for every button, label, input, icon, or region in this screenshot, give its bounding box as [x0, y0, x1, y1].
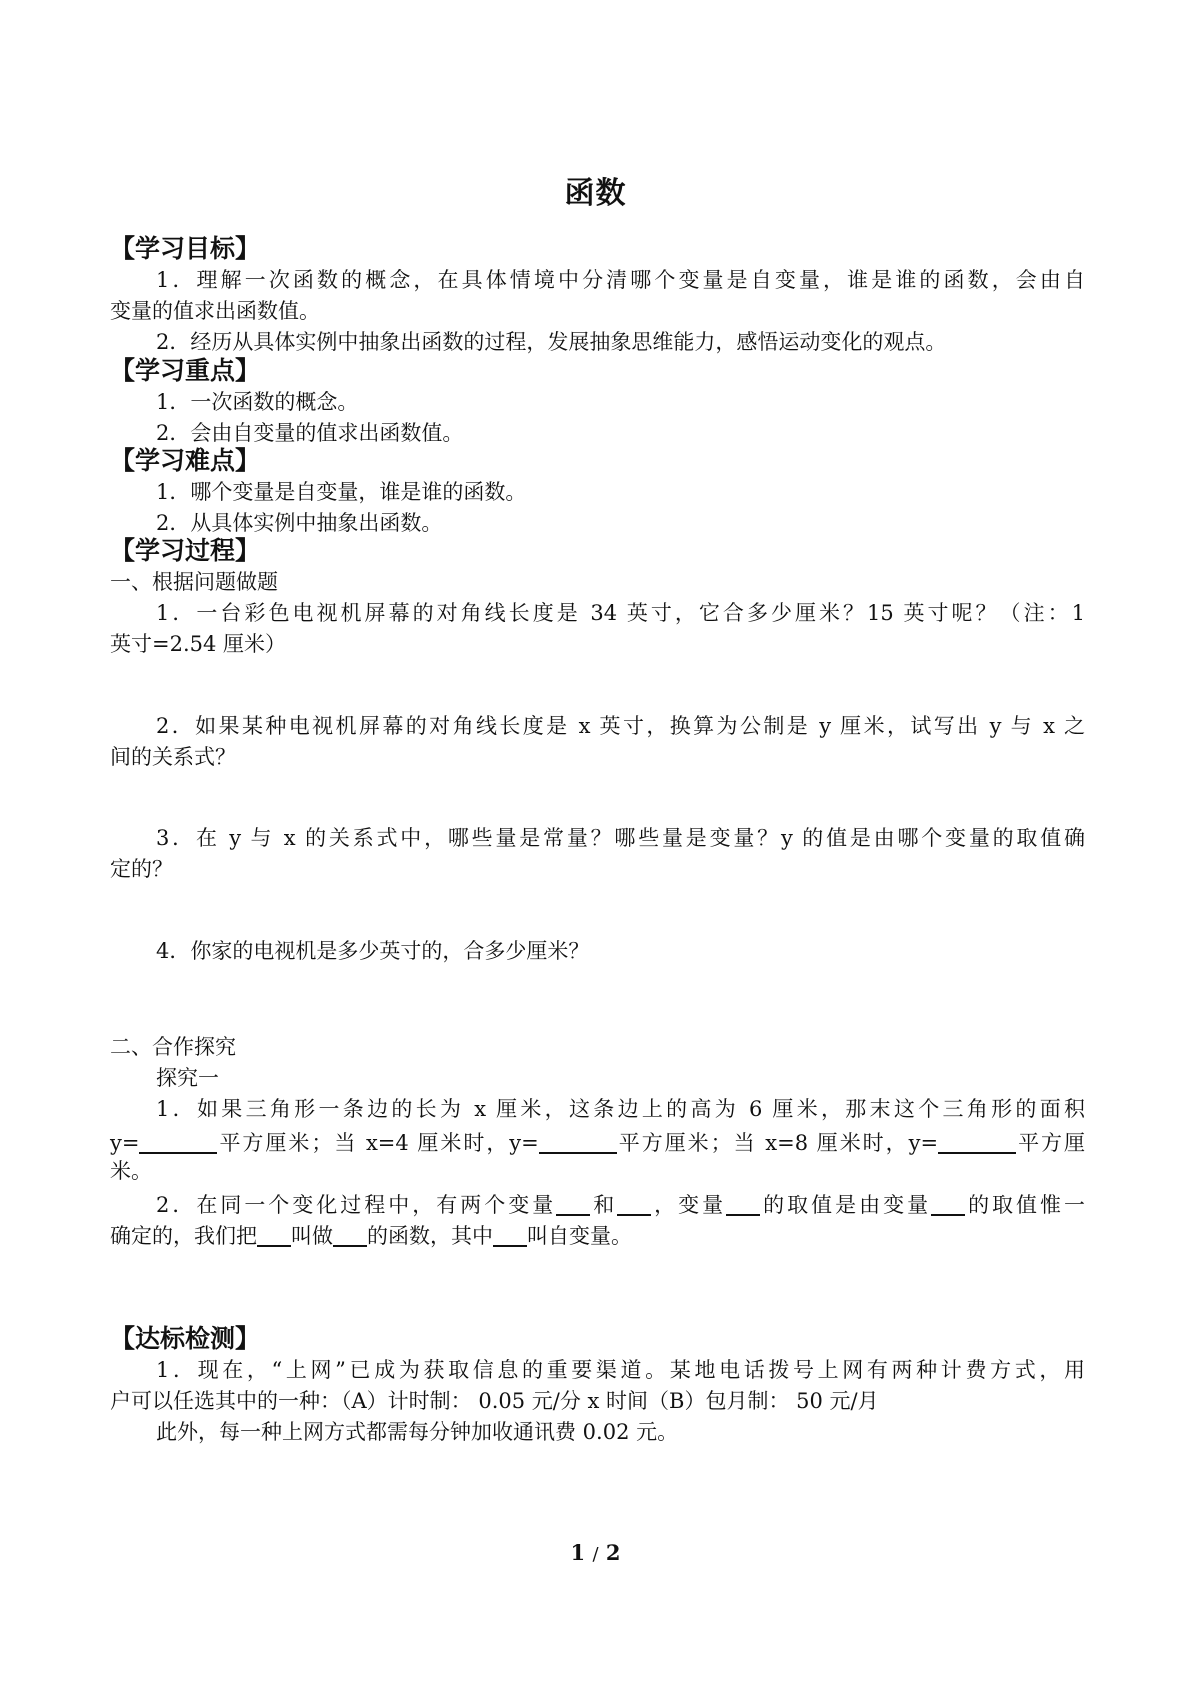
difficulty-2: 2．从具体实例中抽象出函数。: [156, 511, 443, 535]
question-4: 4．你家的电视机是多少英寸的，合多少厘米？: [156, 939, 590, 963]
explore-1-title: 探究一: [156, 1066, 219, 1090]
heading-objectives: 【学习目标】: [110, 234, 261, 263]
key-point-1: 1．一次函数的概念。: [156, 390, 359, 414]
e2-text-i: 叫自变量。: [527, 1224, 632, 1248]
e2-text-d: 的取值是由变量: [760, 1193, 932, 1217]
independent-variable-blank[interactable]: [931, 1190, 965, 1216]
e2-text-b: 和: [590, 1193, 618, 1217]
difficulty-1: 1．哪个变量是自变量，谁是谁的函数。: [156, 480, 527, 504]
document-title: 函数: [564, 176, 627, 211]
heading-key-points: 【学习重点】: [110, 356, 261, 385]
explore-1-q2-line-2: [110, 1217, 1085, 1249]
heading-process: 【学习过程】: [110, 536, 261, 565]
e2-text-g: 叫做: [291, 1224, 333, 1248]
area-x4-answer-blank[interactable]: [539, 1128, 617, 1154]
explore-1-q1-line-1: 1．如果三角形一条边的长为 x 厘米，这条边上的高为 6 厘米，那末这个三角形的面积: [156, 1097, 1085, 1121]
part-2-title: 二、合作探究: [110, 1035, 236, 1059]
e2-text-f: 确定的，我们把: [110, 1224, 257, 1248]
question-1-line-2: 英寸=2.54 厘米）: [110, 632, 287, 656]
objective-1-line-2: 变量的值求出函数值。: [110, 299, 320, 323]
total-pages: 2: [605, 1540, 621, 1565]
dependent-variable-blank[interactable]: [726, 1190, 760, 1216]
explore-1-q1-line-2: [110, 1124, 1085, 1156]
page-number: [0, 1540, 1191, 1565]
question-2-line-1: 2．如果某种电视机屏幕的对角线长度是 x 英寸，换算为公制是 y 厘米，试写出 y 与 x 之: [156, 714, 1085, 738]
objective-1-line-1: 1．理解一次函数的概念，在具体情境中分清哪个变量是自变量，谁是谁的函数，会由自: [156, 268, 1085, 292]
page-separator: /: [592, 1544, 599, 1565]
function-blank[interactable]: [257, 1221, 291, 1247]
function-of-blank[interactable]: [333, 1221, 367, 1247]
key-point-2: 2．会由自变量的值求出函数值。: [156, 421, 464, 445]
e1-text-b: 平方厘米；当 x=4 厘米时，y=: [217, 1131, 539, 1155]
e2-text-e: 的取值惟一: [965, 1193, 1086, 1217]
e1-text-d: 平方厘: [1016, 1131, 1086, 1155]
explore-1-q2-line-1: [156, 1186, 1085, 1218]
test-1-line-1: 1．现在，“上网”已成为获取信息的重要渠道。某地电话拨号上网有两种计费方式，用: [156, 1358, 1085, 1382]
question-2-line-2: 间的关系式？: [110, 745, 236, 769]
e2-text-h: 的函数，其中: [367, 1224, 493, 1248]
test-1-line-3: 此外，每一种上网方式都需每分钟加收通讯费 0.02 元。: [156, 1420, 679, 1444]
test-1-line-2: 户可以任选其中的一种：（A）计时制： 0.05 元/分 x 时间（B）包月制： 50 元/月: [110, 1389, 879, 1413]
part-1-title: 一、根据问题做题: [110, 570, 278, 594]
heading-assessment: 【达标检测】: [110, 1324, 261, 1353]
independent-blank[interactable]: [493, 1221, 527, 1247]
area-answer-blank[interactable]: [139, 1128, 217, 1154]
e2-text-c: ，变量: [651, 1193, 727, 1217]
e1-text-c: 平方厘米；当 x=8 厘米时，y=: [616, 1131, 939, 1155]
area-x8-answer-blank[interactable]: [938, 1128, 1016, 1154]
question-3-line-1: 3．在 y 与 x 的关系式中，哪些量是常量？哪些量是变量？y 的值是由哪个变量的取值确: [156, 826, 1085, 850]
objective-2: 2．经历从具体实例中抽象出函数的过程，发展抽象思维能力，感悟运动变化的观点。: [156, 330, 947, 354]
explore-1-q1-line-3: 米。: [110, 1159, 152, 1183]
current-page: 1: [570, 1540, 586, 1565]
heading-difficulties: 【学习难点】: [110, 446, 261, 475]
e2-text-a: 2．在同一个变化过程中，有两个变量: [156, 1193, 557, 1217]
question-1-line-1: 1．一台彩色电视机屏幕的对角线长度是 34 英寸，它合多少厘米？15 英寸呢？（注：1: [156, 601, 1085, 625]
question-3-line-2: 定的？: [110, 857, 173, 881]
variable-1-blank[interactable]: [556, 1190, 590, 1216]
variable-2-blank[interactable]: [617, 1190, 651, 1216]
e1-text-a: y=: [110, 1131, 140, 1155]
